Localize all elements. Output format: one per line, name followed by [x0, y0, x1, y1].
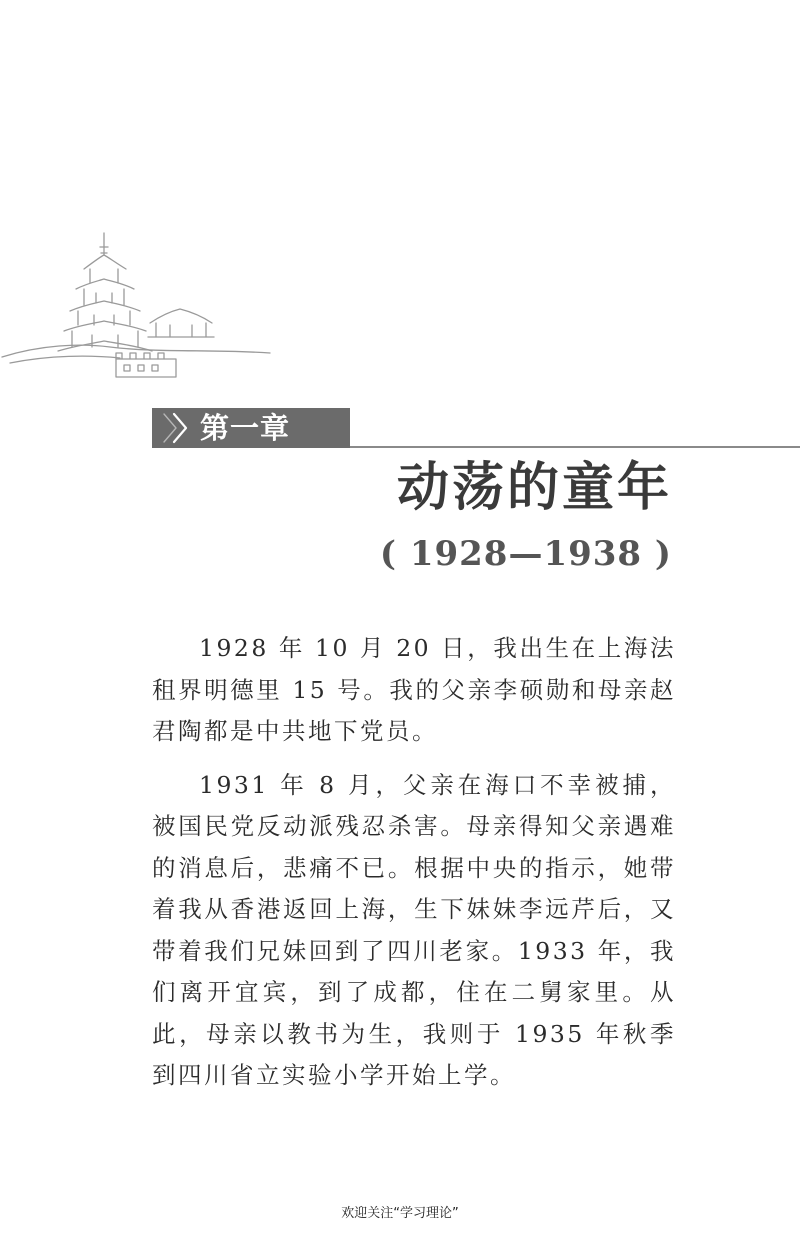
body-text [152, 628, 676, 1109]
paragraph-2: 1931 年 8 月，父亲在海口不幸被捕，被国民党反动派残忍杀害。母亲得知父亲遇难的消息后，悲痛不已。根据中央的指示，她带着我从香港返回上海，生下妹妹李远芹后，又带着我们兄妹回到了四川老家。1933 年，我们离开宜宾，到了成都，住在二舅家里。从此，母亲以教书为生，我则于 1935 年秋季到四川省立实验小学开始上学。 [152, 770, 676, 1089]
chevron-right-icon [152, 408, 196, 448]
footer-note: 欢迎关注“学习理论” [341, 1206, 459, 1221]
chapter-band [152, 408, 350, 448]
chapter-rule [350, 446, 800, 448]
chapter-label: 第一章 [200, 411, 291, 445]
chapter-years: ( 1928—1938 ) [379, 534, 672, 574]
chapter-title: 动荡的童年 [396, 458, 672, 518]
pagoda-illustration [0, 225, 290, 385]
paragraph-1: 1928 年 10 月 20 日，我出生在上海法租界明德里 15 号。我的父亲李硕勋和母亲赵君陶都是中共地下党员。 [152, 634, 676, 745]
